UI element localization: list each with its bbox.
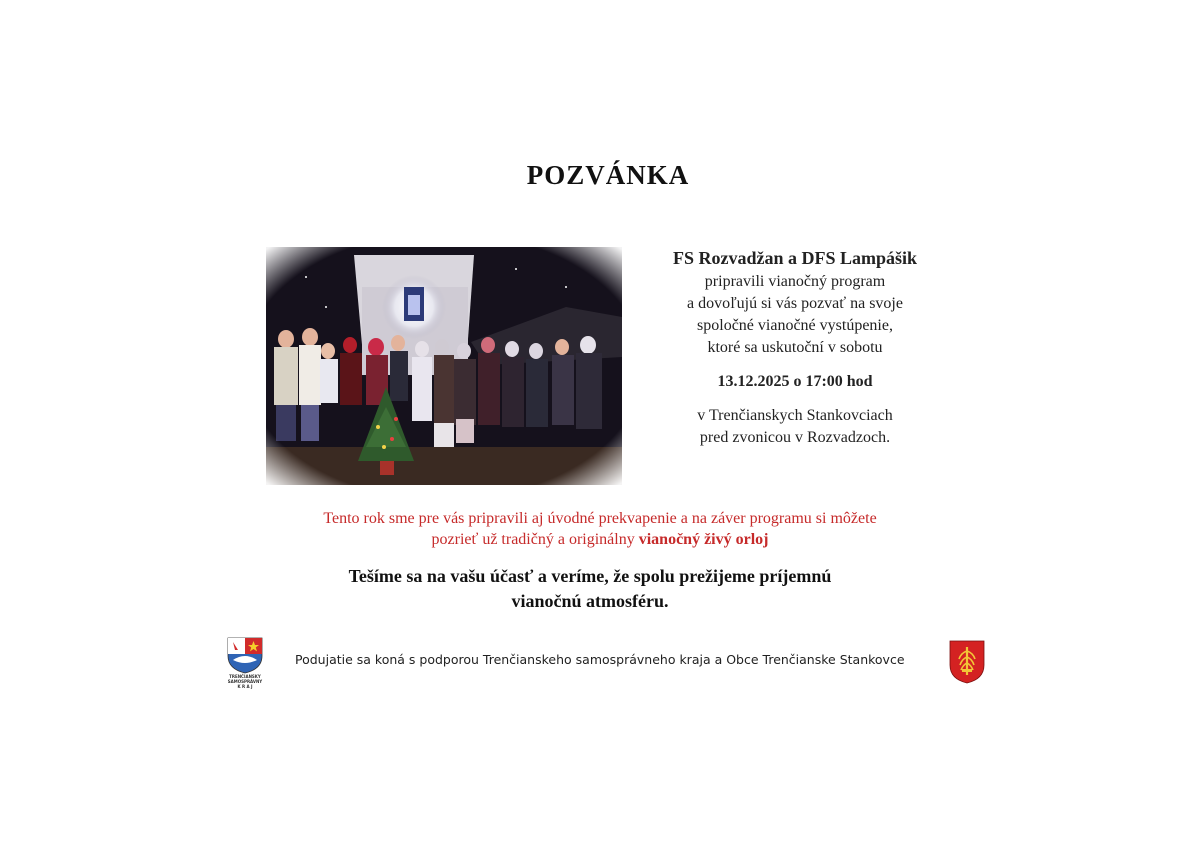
program-note-line-2 (250, 529, 950, 550)
closing-message (230, 564, 950, 614)
venue-line: pred zvonicou v Rozvadzoch. (699, 429, 891, 446)
invitation-line: ktoré sa uskutoční v sobotu (707, 339, 883, 356)
region-logo-caption-line: SAMOSPRÁVNY (227, 679, 263, 684)
program-note-line-1: Tento rok sme pre vás pripravili aj úvodné prekvapenie a na záver programu si môžete (323, 510, 877, 527)
support-text: Podujatie sa koná s podporou Trenčianskeho samosprávneho kraja a Obce Trenčianske Stankovce (295, 652, 905, 667)
region-logo-caption (225, 674, 265, 689)
invitation-line: spoločné vianočné vystúpenie, (697, 317, 893, 334)
event-datetime: 13.12.2025 o 17:00 hod (717, 373, 873, 390)
folk-choir-photo-image (266, 247, 622, 485)
program-note-highlight: vianočný živý orloj (638, 531, 769, 548)
village-logo (948, 639, 986, 685)
groups-heading: FS Rozvadžan a DFS Lampášik (672, 248, 918, 268)
invitation-line: a dovoľujú si vás pozvať na svoje (687, 295, 903, 312)
region-logo-caption-line: TRENČIANSKY (229, 674, 261, 679)
village-coat-of-arms-icon (948, 639, 986, 685)
region-logo-caption-line: K R A J (237, 684, 253, 689)
event-venue (600, 405, 990, 449)
trencin-region-logo (225, 636, 265, 694)
folk-choir-photo (266, 247, 622, 485)
program-note-prefix: pozrieť už tradičný a originálny (431, 531, 639, 548)
trencin-region-coat-of-arms-icon (225, 636, 265, 674)
invitation-text (600, 246, 990, 449)
closing-line-1: Tešíme sa na vašu účasť a veríme, že spolu prežijeme príjemnú (348, 566, 832, 586)
closing-line-2: vianočnú atmosféru. (511, 591, 669, 611)
program-note (250, 508, 950, 550)
venue-line: v Trenčianskych Stankovciach (697, 407, 893, 424)
invitation-line: pripravili vianočný program (704, 273, 886, 290)
page-title: POZVÁNKA (526, 160, 690, 190)
